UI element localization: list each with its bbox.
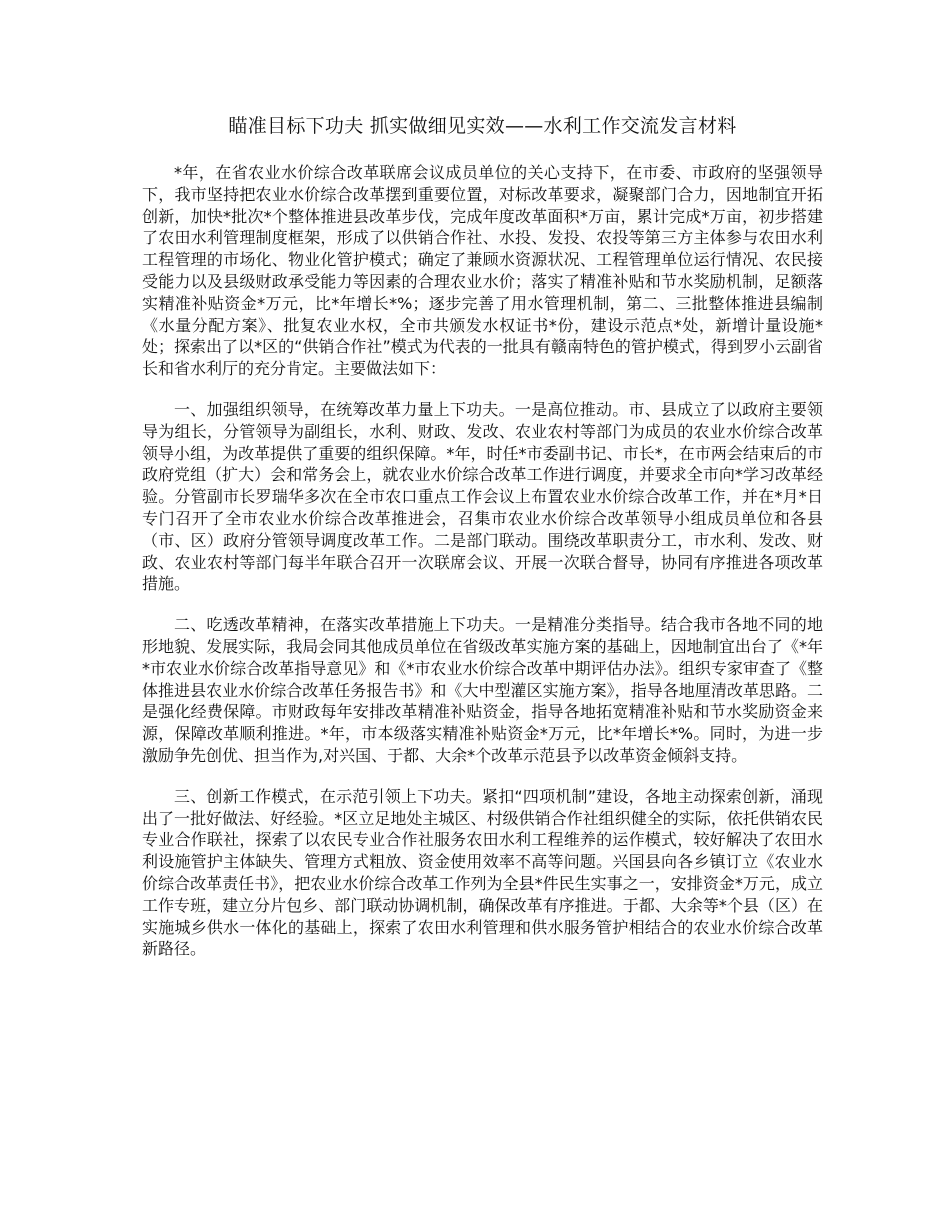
section-2-paragraph: 二、吃透改革精神，在落实改革措施上下功夫。一是精准分类指导。结合我市各地不同的地形地貌、发展实际，我局会同其他成员单位在省级改革实施方案的基础上，因地制宜出台了《*年*市农业水价综合改革指导意见》和《*市农业水价综合改革中期评估办法》。组织专家审查了《整体推进县农业水价综合改革任务报告书》和《大中型灌区实施方案》，指导各地厘清改革思路。二是强化经费保障。市财政每年安排改革精准补贴资金，指导各地拓宽精准补贴和节水奖励资金来源，保障改革顺利推进。*年，市本级落实精准补贴资金*万元，比*年增长*%。同时，为进一步激励争先创优、担当作为,对兴国、于都、大余*个改革示范县予以改革资金倾斜支持。 xyxy=(142,615,823,765)
document-page xyxy=(142,112,823,979)
section-3-paragraph: 三、创新工作模式，在示范引领上下功夫。紧扣“四项机制”建设，各地主动探索创新，涌现出了一批好做法、好经验。*区立足地处主城区、村级供销合作社组织健全的实际，依托供销农民专业合作联社，探索了以农民专业合作社服务农田水利工程维养的运作模式，较好解决了农田水利设施管护主体缺失、管理方式粗放、资金使用效率不高等问题。兴国县向各乡镇订立《农业水价综合改革责任书》，把农业水价综合改革工作列为全县*件民生实事之一，安排资金*万元，成立工作专班，建立分片包乡、部门联动协调机制，确保改革有序推进。于都、大余等*个县（区）在实施城乡供水一体化的基础上，探索了农田水利管理和供水服务管护相结合的农业水价综合改革新路径。 xyxy=(142,786,823,959)
intro-paragraph: *年，在省农业水价综合改革联席会议成员单位的关心支持下，在市委、市政府的坚强领导下，我市坚持把农业水价综合改革摆到重要位置，对标改革要求，凝聚部门合力，因地制宜开拓创新，加快*批次*个整体推进县改革步伐，完成年度改革面积*万亩，累计完成*万亩，初步搭建了农田水利管理制度框架，形成了以供销合作社、水投、发投、农投等第三方主体参与农田水利工程管理的市场化、物业化管护模式；确定了兼顾水资源状况、工程管理单位运行情况、农民接受能力以及县级财政承受能力等因素的合理农业水价；落实了精准补贴和节水奖励机制，足额落实精准补贴资金*万元，比*年增长*%；逐步完善了用水管理机制，第二、三批整体推进县编制《水量分配方案》、批复农业水权，全市共颁发水权证书*份，建设示范点*处，新增计量设施*处；探索出了以*区的“供销合作社”模式为代表的一批具有赣南特色的管护模式，得到罗小云副省长和省水利厅的充分肯定。主要做法如下： xyxy=(142,163,823,379)
section-1-paragraph: 一、加强组织领导，在统筹改革力量上下功夫。一是高位推动。市、县成立了以政府主要领导为组长，分管领导为副组长，水利、财政、发改、农业农村等部门为成员的农业水价综合改革领导小组，为改革提供了重要的组织保障。*年，时任*市委副书记、市长*，在市两会结束后的市政府党组（扩大）会和常务会上，就农业水价综合改革工作进行调度，并要求全市向*学习改革经验。分管副市长罗瑞华多次在全市农口重点工作会议上布置农业水价综合改革工作，并在*月*日专门召开了全市农业水价综合改革推进会，召集市农业水价综合改革领导小组成员单位和各县（市、区）政府分管领导调度改革工作。二是部门联动。围绕改革职责分工，市水利、发改、财政、农业农村等部门每半年联合召开一次联席会议、开展一次联合督导，协同有序推进各项改革措施。 xyxy=(142,399,823,594)
document-title: 瞄准目标下功夫 抓实做细见实效——水利工作交流发言材料 xyxy=(228,115,737,137)
